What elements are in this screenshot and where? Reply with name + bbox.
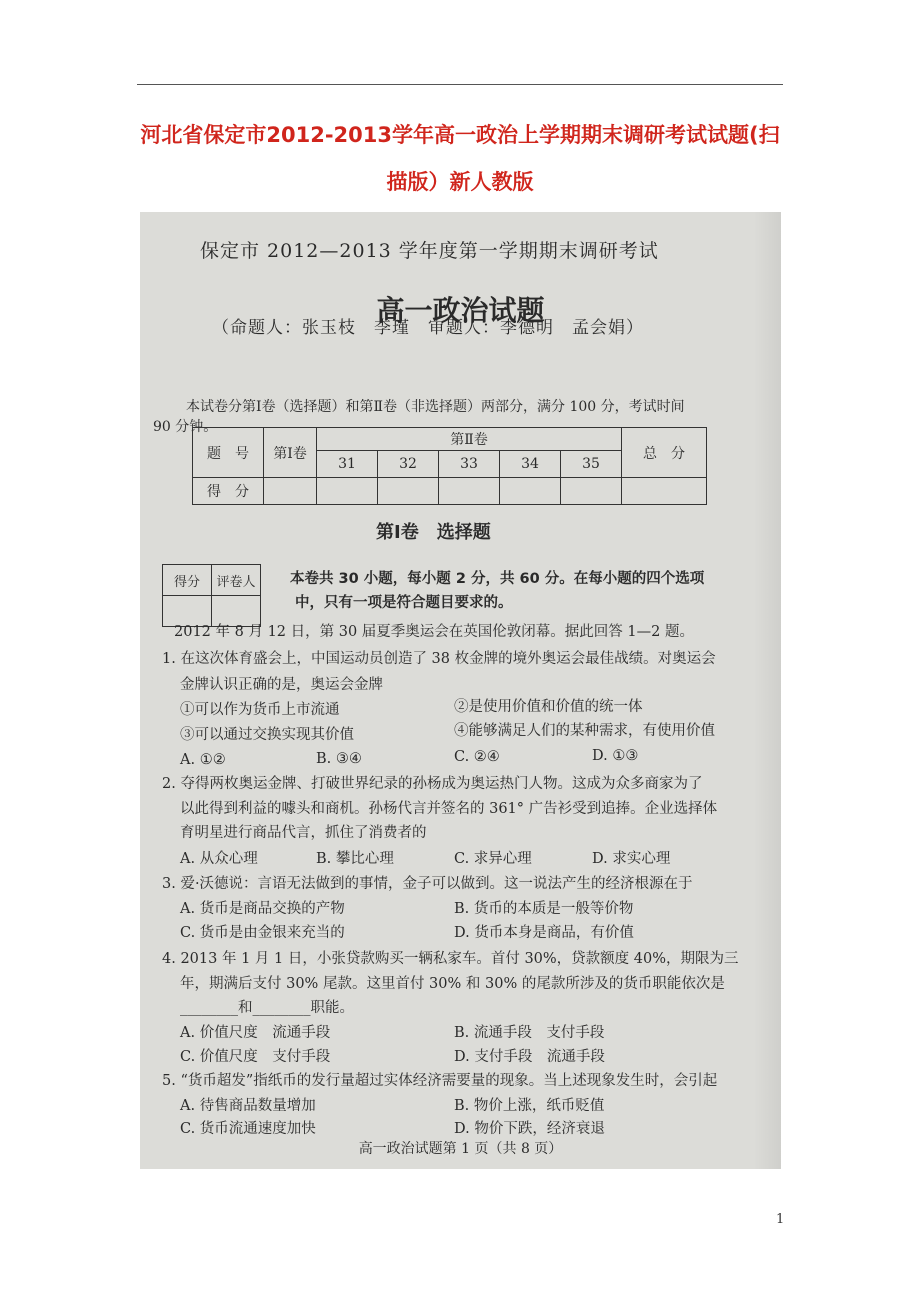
q5-option-b: B. 物价上涨，纸币贬值 <box>454 1098 605 1114</box>
section-title: 第Ⅰ卷 选择题 <box>376 522 491 543</box>
exam-title: 高一政治试题 <box>376 294 545 327</box>
q2-option-a: A. 从众心理 <box>180 851 258 867</box>
q4-option-d: D. 支付手段 流通手段 <box>454 1049 605 1065</box>
page-number: 1 <box>776 1212 785 1227</box>
q4-option-c: C. 价值尺度 支付手段 <box>180 1049 331 1065</box>
score-q33: 33 <box>439 451 500 478</box>
score-cell <box>439 478 500 505</box>
score-cell <box>264 478 317 505</box>
intro-line2: 90 分钟。 <box>153 419 218 435</box>
score-q32: 32 <box>378 451 439 478</box>
score-cell <box>317 478 378 505</box>
intro-line1: 本试卷分第Ⅰ卷（选择题）和第Ⅱ卷（非选择题）两部分，满分 100 分，考试时间 <box>186 399 685 415</box>
q1-stem-line1: 1. 在这次体育盛会上，中国运动员创造了 38 枚金牌的境外奥运会最佳战绩。对奥运会 <box>162 651 716 667</box>
q5-option-c: C. 货币流通速度加快 <box>180 1121 316 1137</box>
question-context: 2012 年 8 月 12 日，第 30 届夏季奥运会在英国伦敦闭幕。据此回答 1—2 题。 <box>174 624 694 640</box>
instructions-line2: 中，只有一项是符合题目要求的。 <box>295 595 513 611</box>
score-cell <box>622 478 707 505</box>
score-total: 总 分 <box>622 428 707 478</box>
q4-option-a: A. 价值尺度 流通手段 <box>180 1025 331 1041</box>
q4-stem-line1: 4. 2013 年 1 月 1 日，小张贷款购买一辆私家车。首付 30%，贷款额度 40%，期限为三 <box>162 951 739 967</box>
grader-table <box>162 564 261 627</box>
q1-option-c: C. ②④ <box>454 749 500 765</box>
q4-stem-line2: 年，期满后支付 30% 尾款。这里首付 30% 和 30% 的尾款所涉及的货币职能依次是 <box>180 976 725 992</box>
scan-footer: 高一政治试题第 1 页（共 8 页） <box>358 1141 563 1157</box>
q3-option-b: B. 货币的本质是一般等价物 <box>454 901 634 917</box>
instructions-line1: 本卷共 30 小题，每小题 2 分，共 60 分。在每小题的四个选项 <box>290 571 705 587</box>
score-q31: 31 <box>317 451 378 478</box>
score-row-label: 得 分 <box>193 478 264 505</box>
q3-option-d: D. 货币本身是商品，有价值 <box>454 925 634 941</box>
q5-stem: 5. “货币超发”指纸币的发行量超过实体经济需要量的现象。当上述现象发生时，会引起 <box>162 1073 718 1089</box>
q1-item1: ①可以作为货币上市流通 <box>180 702 340 718</box>
score-cell <box>500 478 561 505</box>
q2-stem-line1: 2. 夺得两枚奥运金牌、打破世界纪录的孙杨成为奥运热门人物。这成为众多商家为了 <box>162 776 703 792</box>
grader-label: 评卷人 <box>212 565 261 596</box>
q2-stem-line3: 育明星进行商品代言，抓住了消费者的 <box>180 825 427 841</box>
grader-score-label: 得分 <box>163 565 212 596</box>
q2-option-d: D. 求实心理 <box>592 851 671 867</box>
scan-edge-shadow <box>753 212 781 1169</box>
q1-option-d: D. ①③ <box>592 748 639 764</box>
score-q34: 34 <box>500 451 561 478</box>
q1-item4: ④能够满足人们的某种需求，有使用价值 <box>454 723 715 739</box>
q1-item3: ③可以通过交换实现其价值 <box>180 727 354 743</box>
q1-option-a: A. ①② <box>180 752 226 768</box>
score-cell <box>378 478 439 505</box>
q4-stem-line3: ________和________职能。 <box>180 1000 354 1016</box>
header-rule <box>137 84 783 85</box>
score-q35: 35 <box>561 451 622 478</box>
q2-option-b: B. 攀比心理 <box>316 851 394 867</box>
exam-authors: （命题人：张玉枝 李瑾 审题人：李德明 孟会娟） <box>212 318 644 338</box>
score-row-header: 题 号 <box>193 428 264 478</box>
grader-score-cell <box>163 596 212 627</box>
q1-stem-line2: 金牌认识正确的是，奥运会金牌 <box>180 677 383 693</box>
q4-option-b: B. 流通手段 支付手段 <box>454 1025 605 1041</box>
exam-header: 保定市 2012—2013 学年度第一学期期末调研考试 <box>200 240 659 262</box>
scanned-exam-image <box>140 212 781 1169</box>
document-title-line1: 河北省保定市2012-2013学年高一政治上学期期末调研考试试题(扫 <box>140 123 780 147</box>
q3-option-a: A. 货币是商品交换的产物 <box>180 901 345 917</box>
q2-option-c: C. 求异心理 <box>454 851 532 867</box>
q3-stem: 3. 爱·沃德说：言语无法做到的事情，金子可以做到。这一说法产生的经济根源在于 <box>162 876 693 892</box>
q5-option-a: A. 待售商品数量增加 <box>180 1098 316 1114</box>
score-part1: 第Ⅰ卷 <box>264 428 317 478</box>
q1-item2: ②是使用价值和价值的统一体 <box>454 699 643 715</box>
score-table <box>192 427 707 505</box>
q5-option-d: D. 物价下跌，经济衰退 <box>454 1121 605 1137</box>
score-cell <box>561 478 622 505</box>
grader-cell <box>212 596 261 627</box>
document-title-line2: 描版）新人教版 <box>386 170 534 194</box>
q3-option-c: C. 货币是由金银来充当的 <box>180 925 345 941</box>
q1-option-b: B. ③④ <box>316 751 362 767</box>
score-part2: 第Ⅱ卷 <box>317 428 622 451</box>
q2-stem-line2: 以此得到利益的噱头和商机。孙杨代言并签名的 361° 广告衫受到追捧。企业选择体 <box>180 801 718 817</box>
